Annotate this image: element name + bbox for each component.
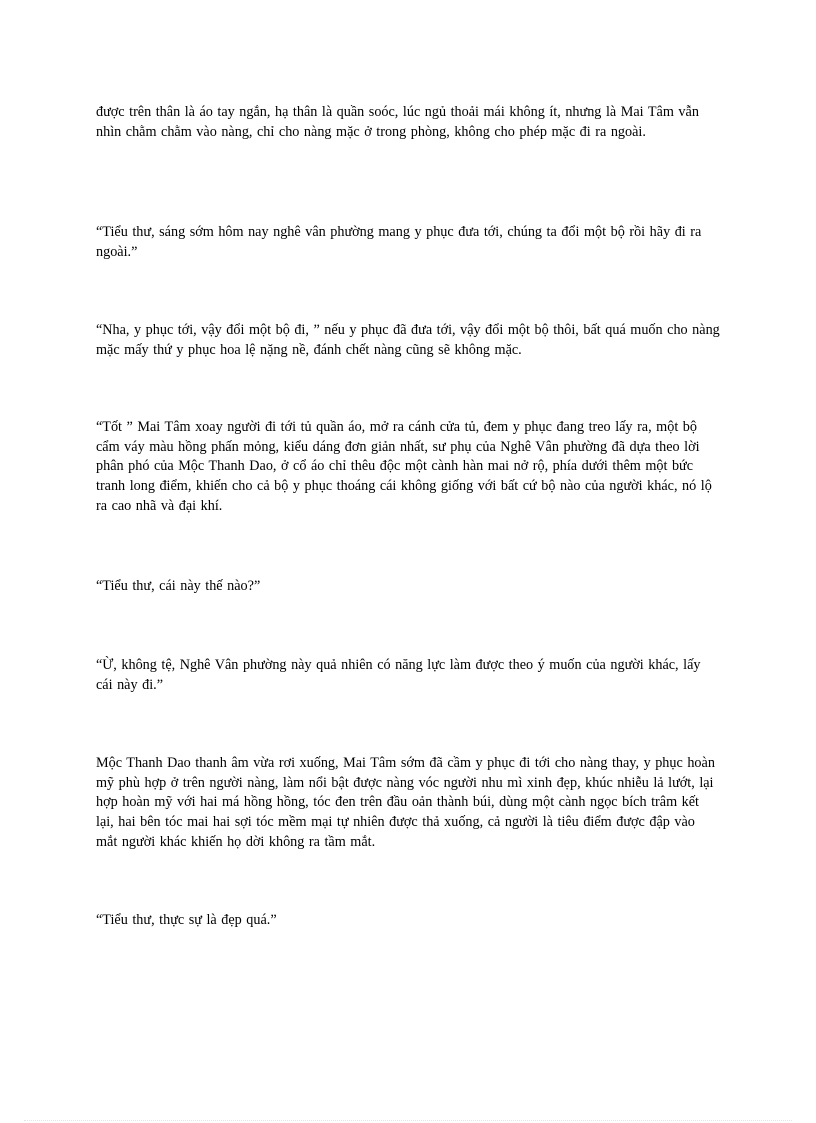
paragraph-6: “Ừ, không tệ, Nghê Vân phường này quả nhiên có năng lực làm được theo ý muốn của người khác, lấy cái này đi.” [96, 657, 701, 693]
paragraph-4: “Tốt ” Mai Tâm xoay người đi tới tủ quần áo, mở ra cánh cửa tủ, đem y phục đang treo lấy ra, một bộ cẩm váy màu hồng phấn mỏng, kiểu dáng đơn giản nhất, sư phụ của Nghê Vân phường đã dựa theo lời phân phó của Mộc Thanh Dao, ở cổ áo chỉ thêu độc một cành hàn mai nở rộ, phía dưới thêm một bức tranh long điểm, khiến cho cả bộ y phục thoáng cái không giống với bất cứ bộ nào của người khác, nó lộ ra cao nhã và đại khí. [96, 419, 712, 514]
page-bottom-divider [24, 1120, 792, 1121]
paragraph-1: được trên thân là áo tay ngắn, hạ thân là quần soóc, lúc ngủ thoải mái không ít, nhưng là Mai Tâm vẫn nhìn chằm chằm vào nàng, chỉ cho nàng mặc ở trong phòng, không cho phép mặc đi ra ngoài. [96, 104, 699, 140]
paragraph-3: “Nha, y phục tới, vậy đổi một bộ đi, ” nếu y phục đã đưa tới, vậy đổi một bộ thôi, bất quá muốn cho nàng mặc mấy thứ y phục hoa lệ nặng nề, đánh chết nàng cũng sẽ không mặc. [96, 322, 720, 358]
paragraph-5: “Tiểu thư, cái này thế nào?” [96, 578, 261, 594]
paragraph-2: “Tiểu thư, sáng sớm hôm nay nghê vân phường mang y phục đưa tới, chúng ta đổi một bộ rồi hãy đi ra ngoài.” [96, 224, 702, 260]
paragraph-8: “Tiểu thư, thực sự là đẹp quá.” [96, 912, 277, 928]
paragraph-7: Mộc Thanh Dao thanh âm vừa rơi xuống, Mai Tâm sớm đã cầm y phục đi tới cho nàng thay, y phục hoàn mỹ phù hợp ở trên người nàng, làm nổi bật được nàng vóc người nhu mì xinh đẹp, khúc nhiễu lả lướt, lại hợp hoàn mỹ với hai má hồng hồng, tóc đen trên đầu oản thành búi, dùng một cành ngọc bích trâm kết lại, hai bên tóc mai hai sợi tóc mềm mại tự nhiên được thả xuống, cả người là tiêu điểm được đập vào mắt người khác khiến họ dời không ra tầm mắt. [96, 755, 715, 850]
